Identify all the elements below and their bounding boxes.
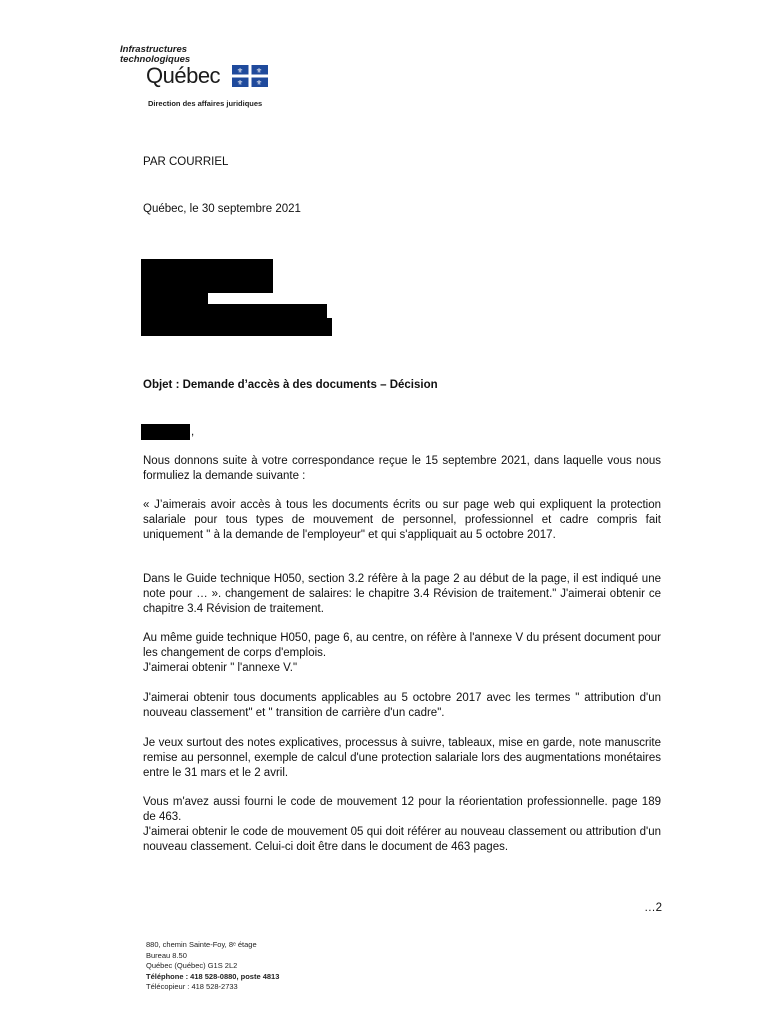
footer-line-1: 880, chemin Sainte-Foy, 8ᵉ étage: [146, 940, 257, 949]
paragraph-annexe-line-b: J'aimerai obtenir " l'annexe V.": [143, 662, 298, 674]
department-name: Direction des affaires juridiques: [148, 99, 263, 108]
svg-text:⚜: ⚜: [236, 79, 244, 87]
redacted-address-4: [141, 318, 332, 336]
quebec-wordmark: Québec: [146, 63, 221, 88]
redacted-recipient-name: [141, 424, 190, 440]
footer-phone: Téléphone : 418 528-0880, poste 4813: [146, 971, 280, 981]
svg-text:⚜: ⚜: [255, 79, 263, 87]
paragraph-movement-code-b: J'aimerai obtenir le code de mouvement 05 qui doit référer au nouveau classement ou attribution d'un nouveau classement. Celui-ci doit être dans le document de 463 pages.: [143, 826, 661, 853]
letter-subject: Objet : Demande d’accès à des documents – Décision: [143, 379, 438, 391]
paragraph-terms: J'aimerai obtenir tous documents applicables au 5 octobre 2017 avec les termes " attribution d'un nouveau classement" et " transition de carrière d'un cadre".: [143, 692, 661, 719]
paragraph-notes: Je veux surtout des notes explicatives, processus à suivre, tableaux, mise en garde, note manuscrite remise au personnel, exemple de calcul d'une protection salariale lors des augmentations monétaires entre le 31 mars et le 2 avril.: [143, 737, 661, 779]
svg-text:⚜: ⚜: [236, 67, 244, 75]
org-line-1: Infrastructures: [120, 44, 188, 55]
footer-line-3: Québec (Québec) G1S 2L2: [146, 961, 238, 970]
footer-line-2: Bureau 8.50: [146, 950, 187, 960]
footer-fax: Télécopieur : 418 528-2733: [146, 982, 238, 991]
org-line-2: technologiques: [120, 54, 191, 65]
redacted-address-1: [141, 259, 273, 293]
delivery-method: PAR COURRIEL: [143, 156, 229, 168]
page-continuation: …2: [644, 902, 662, 914]
letter-date: Québec, le 30 septembre 2021: [143, 203, 301, 215]
paragraph-annexe: [143, 631, 661, 676]
paragraph-movement-code: [143, 795, 661, 855]
paragraph-movement-code-a: Vous m'avez aussi fourni le code de mouvement 12 pour la réorientation professionnelle. page 189 de 463.: [143, 796, 661, 823]
redacted-address-3: [141, 304, 327, 318]
footer-address: [146, 940, 279, 993]
paragraph-annexe-line-a: Au même guide technique H050, page 6, au centre, on réfère à l'annexe V du présent document pour les changement de corps d'emplois.: [143, 632, 661, 659]
paragraph-guide-h050: Dans le Guide technique H050, section 3.2 réfère à la page 2 au début de la page, il est indiqué une note pour … ». changement de salaires: le chapitre 3.4 Révision de traitement." J'aimerai obtenir ce chapitre 3.4 Révision de traitement.: [143, 573, 661, 615]
request-quote: « J’aimerais avoir accès à tous les documents écrits ou sur page web qui expliquent la protection salariale pour tous types de mouvement de personnel, professionnel et cadre compris fait uniquement " à la demande de l'employeur" et qui s'appliquait au 5 octobre 2017.: [143, 499, 661, 541]
salutation-comma: ,: [191, 426, 195, 438]
intro-paragraph: Nous donnons suite à votre correspondance reçue le 15 septembre 2021, dans laquelle vous nous formuliez la demande suivante :: [143, 455, 661, 482]
org-name: [120, 45, 190, 65]
svg-text:⚜: ⚜: [255, 67, 263, 75]
letterhead-logo: [118, 45, 288, 115]
quebec-flag-icon: [232, 65, 268, 87]
